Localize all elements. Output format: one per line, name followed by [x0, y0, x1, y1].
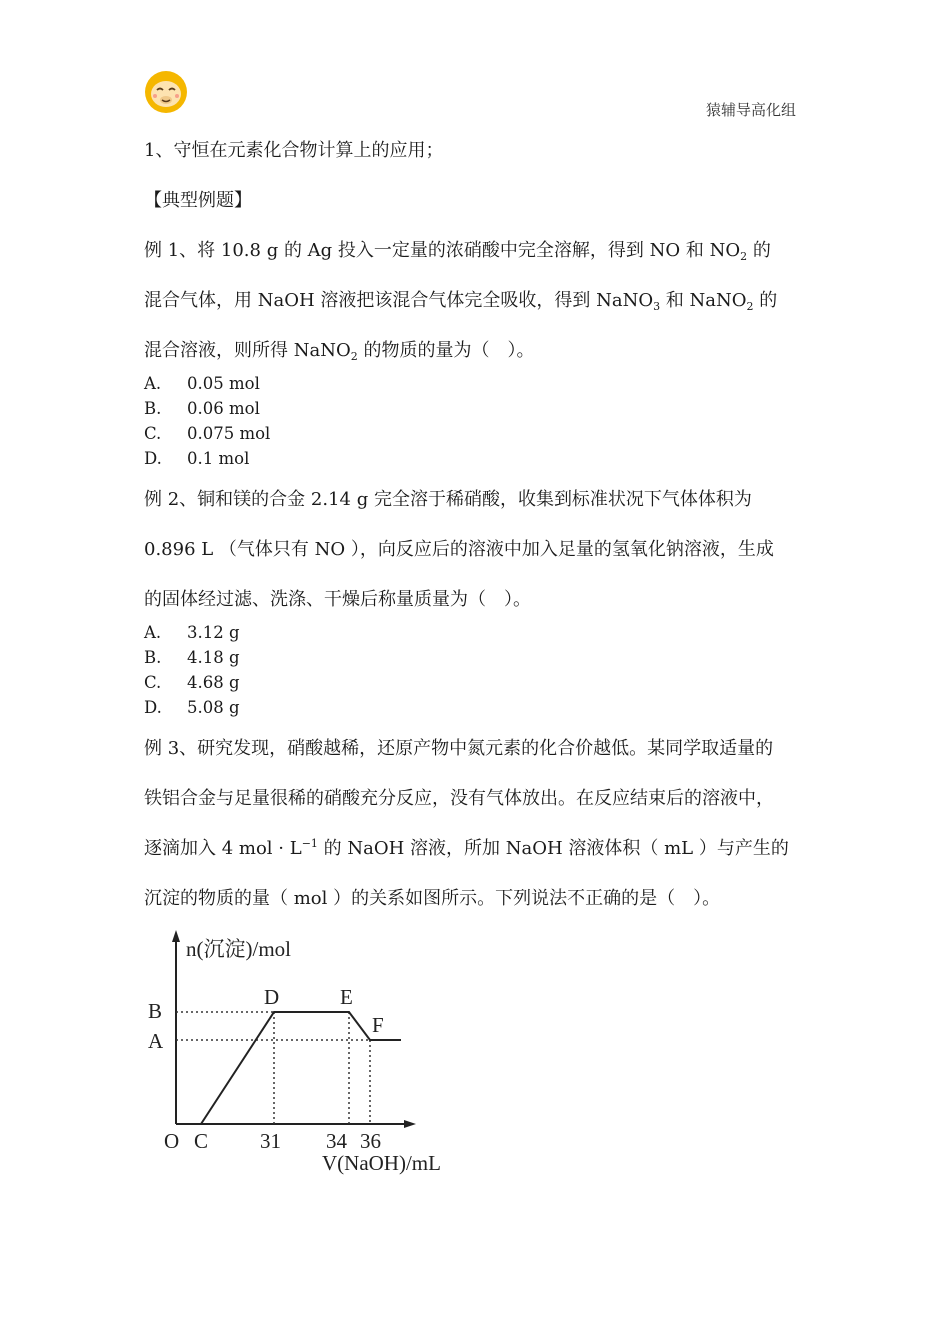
- x-axis-label: V(NaOH)/mL: [322, 1151, 441, 1175]
- x-tick-34: 34: [326, 1129, 347, 1153]
- q2-line-1: 例 2、铜和镁的合金 2.14 g 完全溶于稀硝酸，收集到标准状况下气体体积为: [144, 489, 752, 510]
- q3-line-4: 沉淀的物质的量（ mol ）的关系如图所示。下列说法不正确的是（ ）。: [144, 888, 721, 909]
- point-label-d: D: [264, 985, 280, 1009]
- q3-line-3: 逐滴加入 4 mol · $L^{-1}$ 的 NaOH 溶液，所加 NaOH 溶液体积（ mL ）与产生的: [144, 837, 789, 859]
- monkey-logo-icon: [144, 70, 188, 114]
- q1-line-3: 混合溶液，则所得 NaNO$_2$ 的物质的量为（ ）。: [144, 340, 535, 363]
- section-label: 【典型例题】: [144, 190, 252, 211]
- q1-option-b: B. 0.06 mol: [144, 399, 260, 418]
- q1-option-d: D. 0.1 mol: [144, 449, 250, 468]
- q3-line-2: 铁铝合金与足量很稀的硝酸充分反应，没有气体放出。在反应结束后的溶液中，: [144, 788, 774, 809]
- q1-line-1: 例 1、将 10.8 g 的 Ag 投入一定量的浓硝酸中完全溶解，得到 NO 和 $NO_2$ 的: [144, 240, 771, 263]
- q2-line-2: 0.896 L （气体只有 NO ），向反应后的溶液中加入足量的氢氧化钠溶液，生成: [144, 539, 774, 560]
- x-tick-c: C: [194, 1129, 209, 1153]
- y-tick-b: B: [148, 999, 163, 1023]
- q3-line-1: 例 3、研究发现，硝酸越稀，还原产物中氮元素的化合价越低。某同学取适量的: [144, 738, 774, 759]
- x-tick-31: 31: [260, 1129, 281, 1153]
- x-axis-arrow-icon: [404, 1120, 416, 1128]
- origin-label: O: [164, 1129, 180, 1153]
- precipitate-graph: [146, 926, 476, 1178]
- x-tick-36: 36: [360, 1129, 381, 1153]
- q2-option-c: C. 4.68 g: [144, 673, 240, 692]
- y-axis-label: n(沉淀)/mol: [186, 937, 291, 961]
- q2-option-b: B. 4.18 g: [144, 648, 240, 667]
- point-label-f: F: [372, 1013, 384, 1037]
- y-axis-arrow-icon: [172, 930, 180, 942]
- brand-label: 猿辅导高化组: [706, 101, 797, 119]
- q2-option-a: A. 3.12 g: [144, 623, 240, 642]
- q2-line-3: 的固体经过滤、洗涤、干燥后称量质量为（ ）。: [144, 589, 531, 610]
- q1-line-2: 混合气体，用 NaOH 溶液把该混合气体完全吸收，得到 NaNO$_3$ 和 NaNO$_2$ 的: [144, 290, 778, 313]
- precipitate-curve: [201, 1012, 401, 1124]
- y-tick-a: A: [148, 1029, 164, 1053]
- section-title: 1、守恒在元素化合物计算上的应用；: [144, 140, 444, 161]
- point-label-e: E: [340, 985, 353, 1009]
- q2-option-d: D. 5.08 g: [144, 698, 240, 717]
- q1-option-a: A. 0.05 mol: [144, 374, 260, 393]
- q1-option-c: C. 0.075 mol: [144, 424, 271, 443]
